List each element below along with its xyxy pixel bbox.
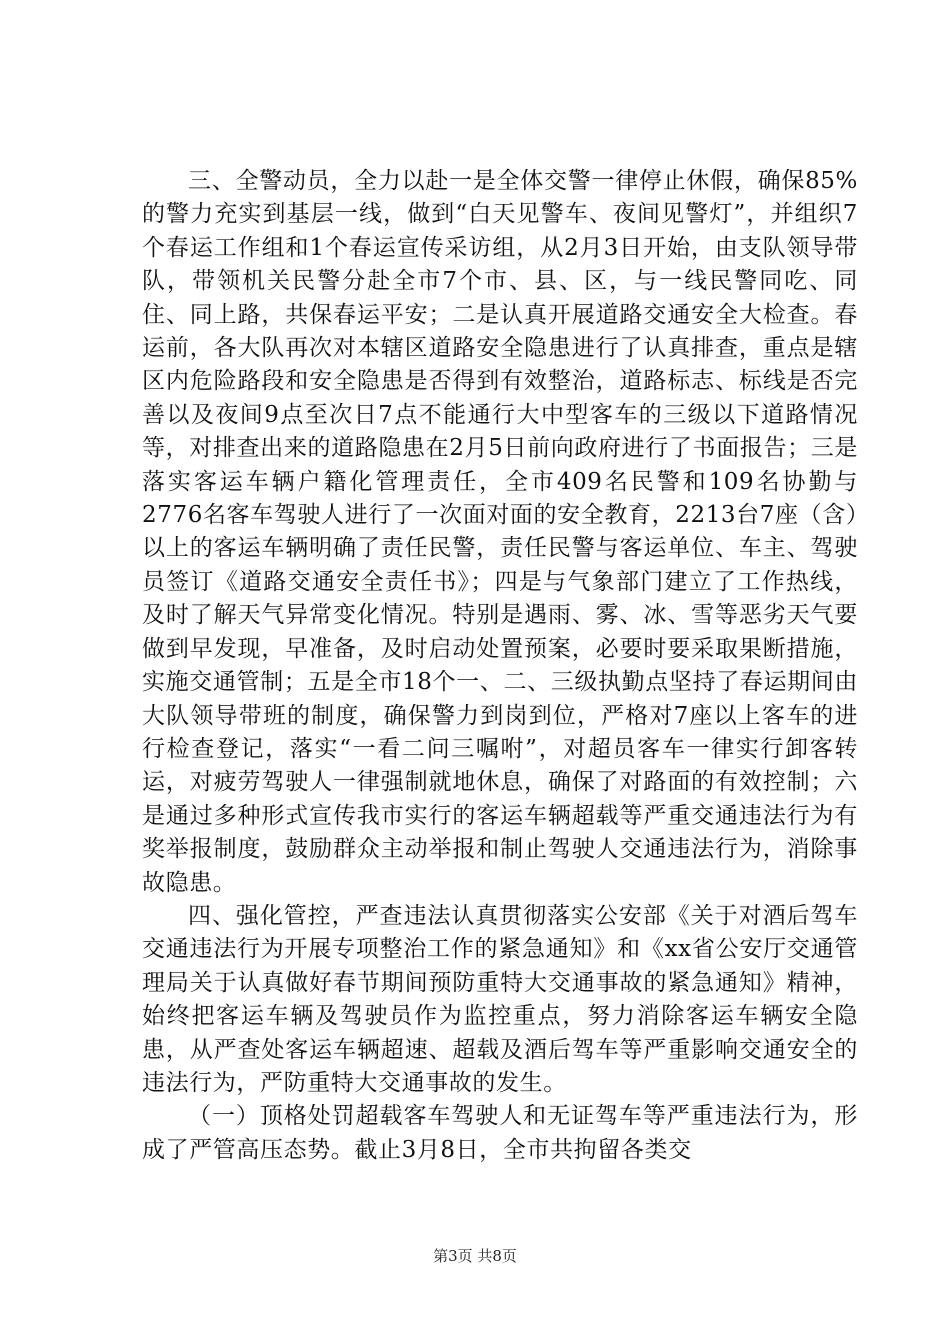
page-footer: 第3页 共8页 (433, 1247, 517, 1265)
document-body (142, 165, 858, 1167)
paragraph-subsection-one: （一）顶格处罚超载客车驾驶人和无证驾车等严重违法行为，形成了严管高压态势。截止3月8日，全市共拘留各类交 (142, 1103, 858, 1163)
paragraph-section-three: 三、全警动员，全力以赴一是全体交警一律停止休假，确保85%的警力充实到基层一线，做到“白天见警车、夜间见警灯”，并组织7个春运工作组和1个春运宣传采访组，从2月3日开始，由支队领导带队，带领机关民警分赴全市7个市、县、区，与一线民警同吃、同住、同上路，共保春运平安；二是认真开展道路交通安全大检查。春运前，各大队再次对本辖区道路安全隐患进行了认真排查，重点是辖区内危险路段和安全隐患是否得到有效整治，道路标志、标线是否完善以及夜间9点至次日7点不能通行大中型客车的三级以下道路情况等，对排查出来的道路隐患在2月5日前向政府进行了书面报告；三是落实客运车辆户籍化管理责任，全市409名民警和109名协勤与2776名客车驾驶人进行了一次面对面的安全教育，2213台7座（含）以上的客运车辆明确了责任民警，责任民警与客运单位、车主、驾驶员签订《道路交通安全责任书》；四是与气象部门建立了工作热线，及时了解天气异常变化情况。特别是遇雨、雾、冰、雪等恶劣天气要做到早发现，早准备，及时启动处置预案，必要时要采取果断措施，实施交通管制；五是全市18个一、二、三级执勤点坚持了春运期间由大队领导带班的制度，确保警力到岗到位，严格对7座以上客车的进行检查登记，落实“一看二问三嘱咐”，对超员客车一律实行卸客转运，对疲劳驾驶人一律强制就地休息，确保了对路面的有效控制；六是通过多种形式宣传我市实行的客运车辆超载等严重交通违法行为有奖举报制度，鼓励群众主动举报和制止驾驶人交通违法行为，消除事故隐患。 (142, 168, 858, 896)
paragraph-section-four: 四、强化管控，严查违法认真贯彻落实公安部《关于对酒后驾车交通违法行为开展专项整治工作的紧急通知》和《xx省公安厅交通管理局关于认真做好春节期间预防重特大交通事故的紧急通知》精神，始终把客运车辆及驾驶员作为监控重点，努力消除客运车辆安全隐患，从严查处客运车辆超速、超载及酒后驾车等严重影响交通安全的违法行为，严防重特大交通事故的发生。 (142, 902, 858, 1096)
